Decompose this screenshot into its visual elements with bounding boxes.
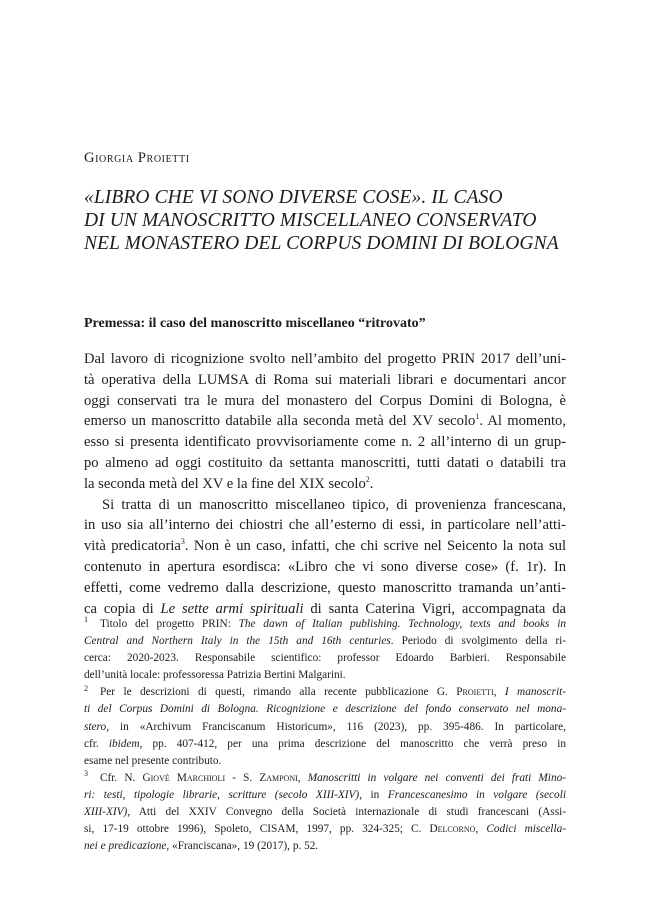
italic-run: ri: testi, tipologie librarie, scritture (secolo XIII-XIV): [84, 788, 360, 801]
section-heading: Premessa: il caso del manoscritto miscellaneo “ritrovato”: [84, 316, 426, 331]
footnote-line: [84, 701, 566, 718]
footnote-line: dell’unità locale: professoressa Patrizia Bertini Malgarini.: [84, 669, 346, 682]
italic-run: The dawn of Italian publishing. Technology, texts and books in: [238, 618, 566, 630]
footnotes: [84, 616, 566, 855]
footnote-ref[interactable]: 1: [475, 412, 480, 422]
footnote-line: [84, 719, 566, 736]
italic-run: Francescanesimo in volgare (secoli: [387, 788, 566, 801]
text-run: Cfr. N.: [100, 771, 143, 784]
text-run: , Atti del XXIV Convegno della Società internazionale di studi francescani (Assi-: [127, 806, 566, 819]
small-caps-run: Zamponi: [259, 771, 298, 784]
italic-run: ti del Corpus Domini di Bologna. Ricognizione e descrizione del fondo conservato nel mona-: [84, 703, 566, 716]
body-text: [84, 349, 566, 619]
footnote-line: [84, 821, 566, 838]
footnote-line: [84, 633, 566, 650]
body-line: esso si presenta identificato provvisoriamente come n. 2 all’interno di un grup-: [84, 434, 566, 451]
title-line: NEL MONASTERO DEL CORPUS DOMINI DI BOLOGNA: [84, 233, 559, 254]
text-run: , «Franciscana», 19 (2017), p. 52.: [166, 840, 319, 853]
text-run: . Non è un caso, infatti, che chi scrive nel Seicento la nota sul: [184, 538, 567, 555]
footnote-line: [84, 787, 566, 804]
title-line: DI UN MANOSCRITTO MISCELLANEO CONSERVATO: [84, 210, 537, 231]
text-run: di santa Caterina Vigri, accompagnata da: [303, 600, 566, 617]
body-line: [84, 536, 566, 557]
body-line: effetti, come vedremo dalla descrizione, questo manoscritto tramanda un’anti-: [84, 579, 566, 596]
text-run: . Al momento,: [479, 413, 566, 430]
text-run: la seconda metà del XV e la fine del XIX secolo: [84, 475, 366, 492]
italic-run: Central and Northern Italy in the 15th and 16th centuries: [84, 635, 391, 648]
body-line: po almeno ad oggi costituito da settanta manoscritti, tutti datati o databili tra: [84, 454, 566, 471]
title-line: «LIBRO CHE VI SONO DIVERSE COSE». IL CASO: [84, 187, 503, 208]
article-title: [84, 186, 559, 255]
italic-run: stero: [84, 720, 107, 733]
footnote-line: [84, 838, 566, 855]
text-run: ,: [297, 771, 308, 784]
body-line: Dal lavoro di ricognizione svolto nell’ambito del progetto PRIN 2017 dell’uni-: [84, 351, 566, 367]
body-line: contenuto in apertura esordisca: «Libro che vi sono diverse cose» (f. 1r). In: [84, 558, 566, 575]
body-line: [84, 411, 566, 432]
body-line: in uso sia all’interno dei chiostri che all’esterno di essi, in particolare nell’atti-: [84, 517, 566, 534]
footnote-line: [84, 804, 566, 821]
italic-run: I manoscrit-: [504, 686, 567, 699]
footnote-ref[interactable]: 3: [180, 537, 185, 547]
text-run: . Periodo di svolgimento della ri-: [390, 635, 566, 648]
author-name: Giorgia Proietti: [84, 150, 190, 166]
text-run: Per le descrizioni di questi, rimando alla recente pubblicazione G.: [100, 686, 457, 699]
text-run: , pp. 407-412, per una prima descrizione del manoscritto che verrà preso in: [139, 737, 566, 750]
italic-run: XIII-XIV): [84, 806, 128, 819]
italic-run: Codici miscella-: [486, 823, 566, 836]
text-run: vità predicatoria: [84, 538, 181, 555]
footnote-line: cerca: 2020-2023. Responsabile scientifico: professor Edoardo Barbieri. Responsabile: [84, 652, 566, 665]
footnote-ref[interactable]: 2: [365, 474, 370, 484]
italic-run: Manoscritti in volgare nei conventi dei frati Mino-: [307, 771, 567, 784]
text-run: , in: [359, 788, 388, 801]
text-run: , in «Archivum Franciscanum Historicum», 116 (2023), pp. 395-486. In particolare,: [106, 720, 566, 733]
text-run: ca copia di: [84, 600, 161, 617]
italic-run: nei e predicazione: [84, 840, 167, 853]
italic-run: Le sette armi spirituali: [160, 600, 304, 617]
small-caps-run: Proietti: [456, 686, 494, 699]
text-run: ,: [475, 823, 487, 836]
small-caps-run: Delcorno: [429, 823, 476, 836]
footnote-line: 3 Cfr. N. Giovè Marchioli - S. Zamponi, Manoscritti in volgare nei conventi dei frati Mino-: [84, 769, 567, 784]
text-run: ,: [493, 686, 505, 699]
body-line: oggi conservati tra le mura del monastero del Corpus Domini di Bologna, è: [84, 392, 566, 409]
text-run: .: [369, 475, 374, 492]
italic-run: ibidem: [108, 737, 140, 750]
text-run: cfr.: [84, 737, 109, 750]
small-caps-run: Giovè Marchioli: [142, 771, 226, 784]
text-run: si, 17-19 ottobre 1996), Spoleto, CISAM, 1997, pp. 324-325; C.: [84, 823, 430, 836]
body-line: tà operativa della LUMSA di Roma sui materiali librari e documentari ancor: [84, 371, 566, 388]
body-line: Si tratta di un manoscritto miscellaneo tipico, di provenienza francescana,: [102, 496, 566, 513]
text-run: emerso un manoscritto databile alla seconda metà del XV secolo: [84, 413, 476, 430]
footnote-line: [84, 736, 566, 753]
footnote-line: esame nel presente contributo.: [84, 754, 222, 767]
text-run: - S.: [225, 771, 260, 784]
footnote-line: 2 Per le descrizioni di questi, rimando alla recente pubblicazione G. Proietti, I manoscrit-: [84, 683, 567, 699]
body-line: [84, 474, 566, 495]
text-run: Titolo del progetto PRIN:: [100, 618, 239, 630]
footnote-line: 1 Titolo del progetto PRIN: The dawn of Italian publishing. Technology, texts and books in: [84, 615, 566, 630]
